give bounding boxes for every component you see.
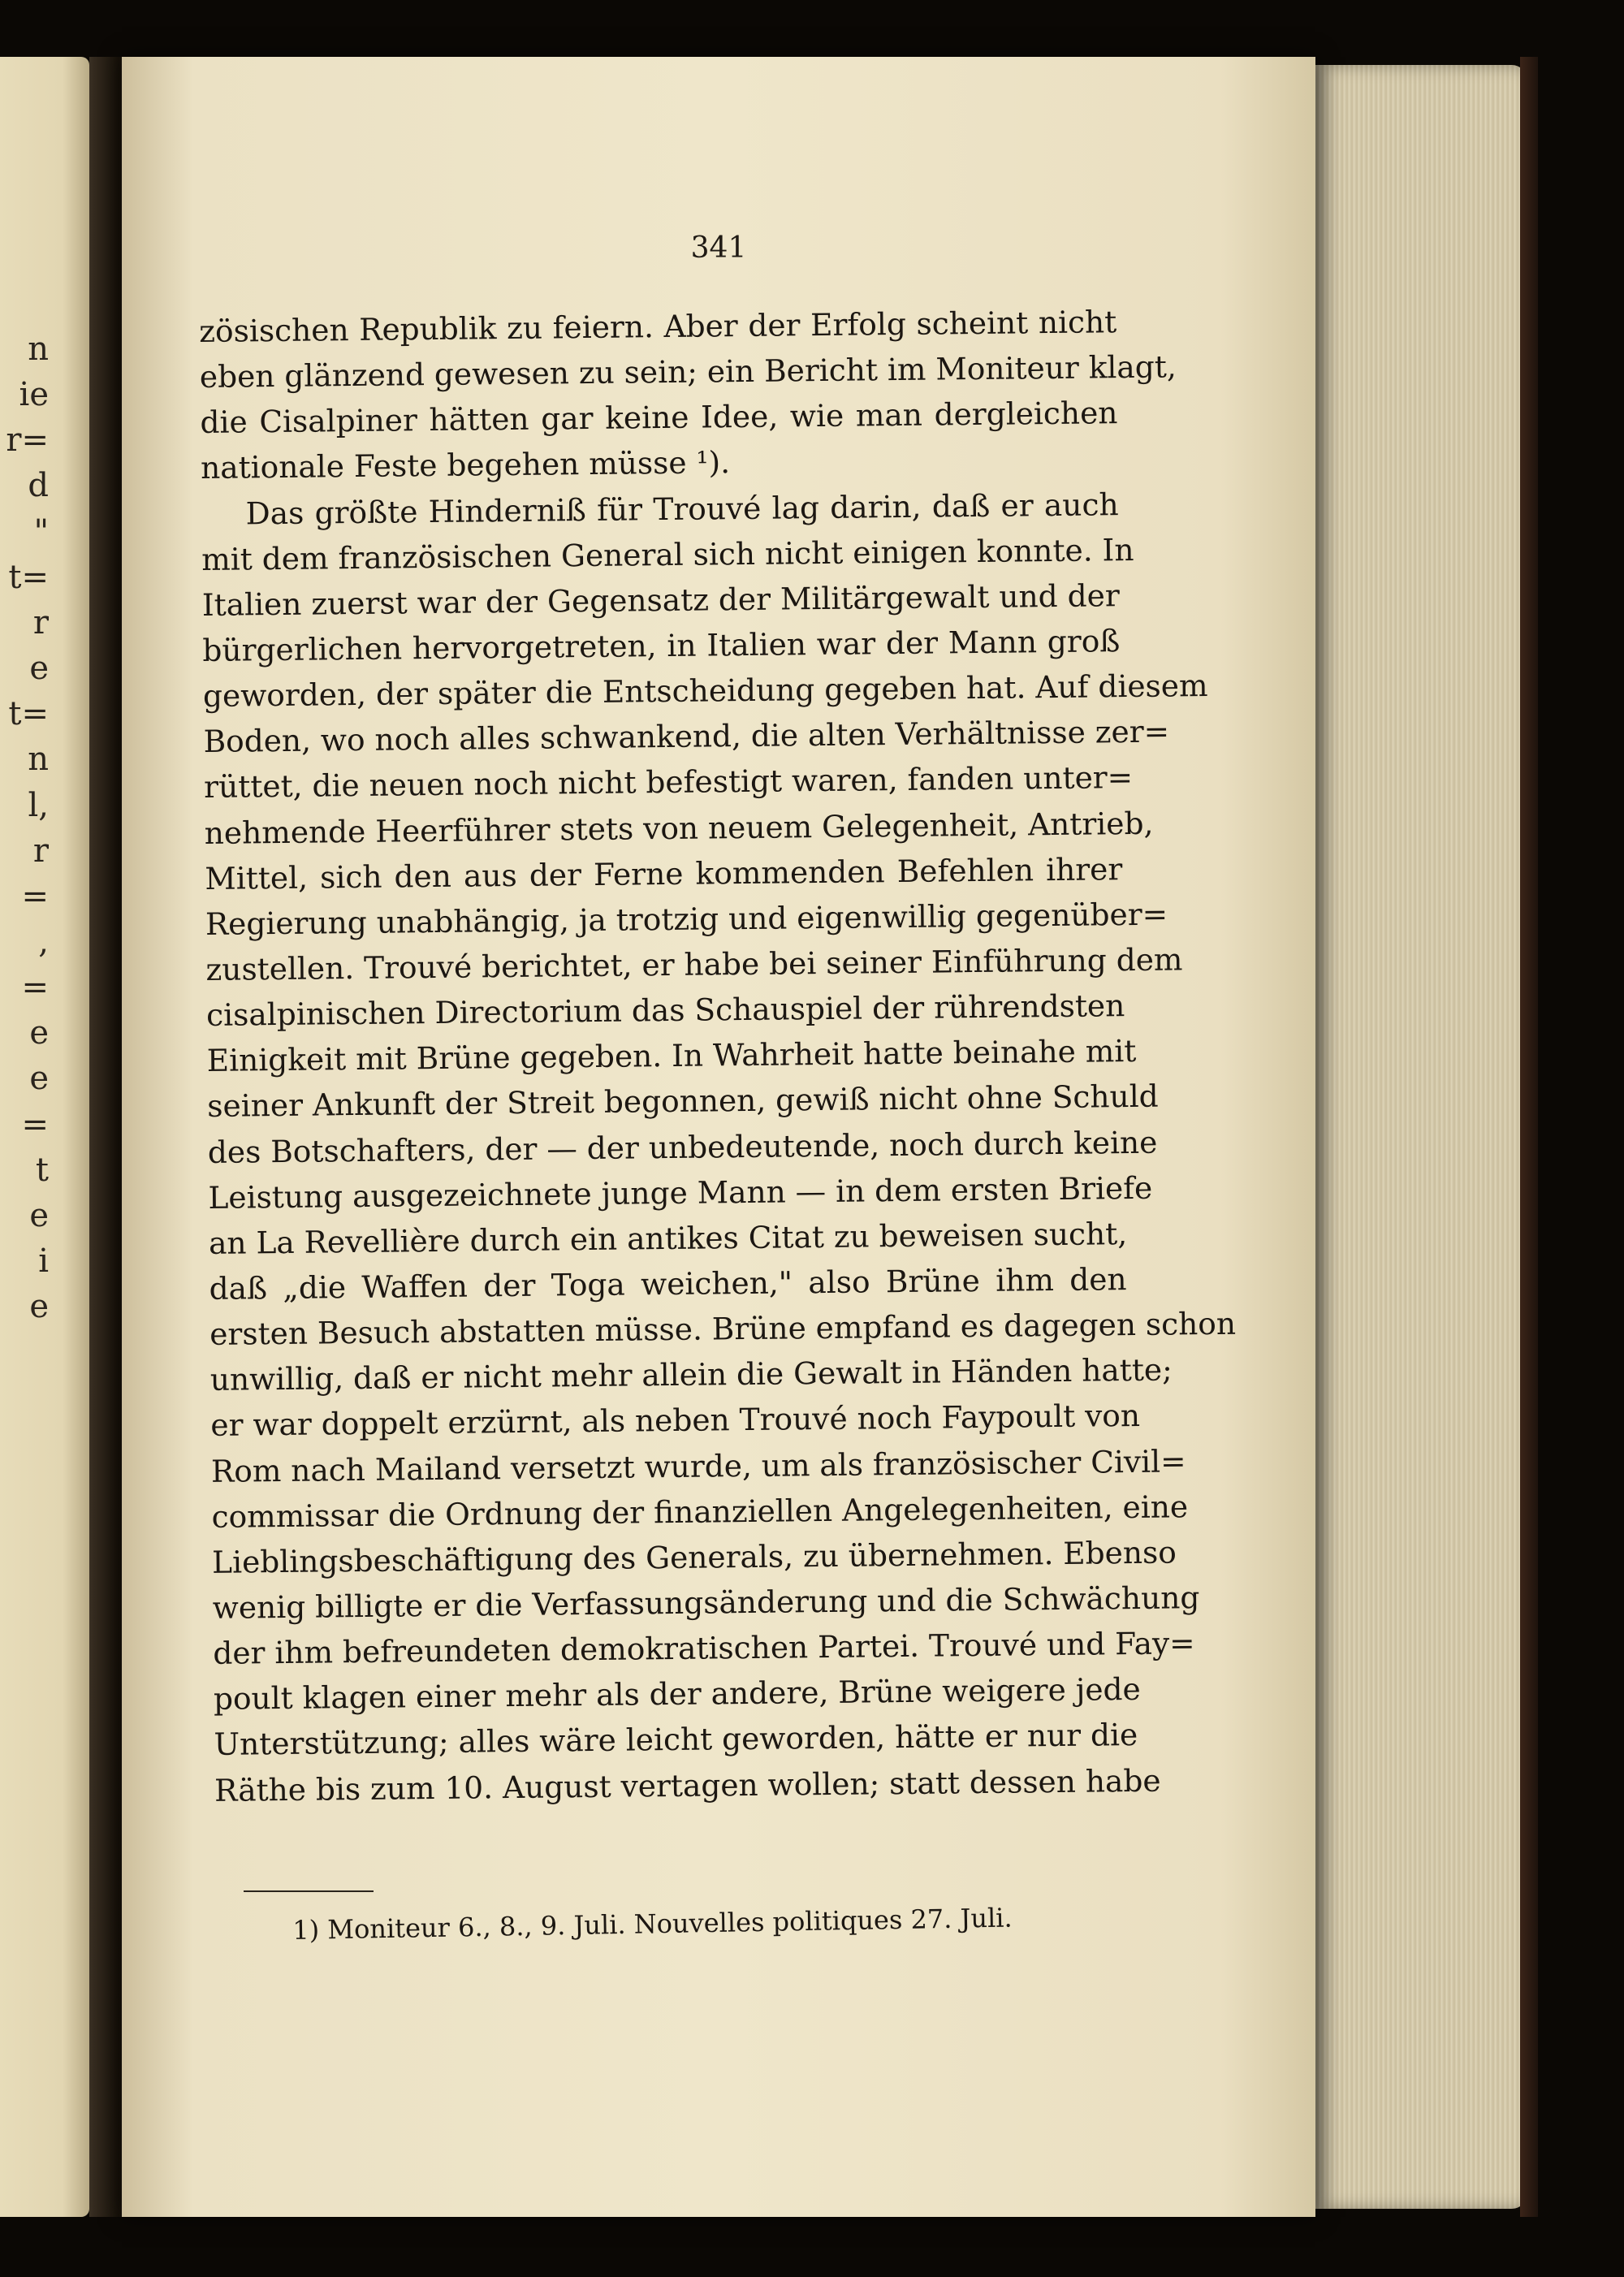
text-line: bürgerlichen hervorgetreten, in Italien war der Mann groß: [202, 623, 1121, 668]
text-line: nationale Feste begehen müsse ¹).: [200, 444, 731, 486]
text-line: ersten Besuch abstatten müsse. Brüne empfand es dagegen schon: [209, 1305, 1237, 1353]
left-page-edge: [0, 57, 89, 2217]
text-line: Lieblingsbeschäftigung des Generals, zu übernehmen. Ebenso: [211, 1534, 1177, 1580]
left-page-fragment: t=: [8, 558, 49, 596]
text-line: zösischen Republik zu feiern. Aber der Erfolg scheint nicht: [199, 304, 1117, 349]
text-line: der ihm befreundeten demokratischen Partei. Trouvé und Fay=: [213, 1625, 1195, 1671]
left-page-fragment: =: [21, 1105, 49, 1143]
left-page-fragment: e: [29, 1014, 49, 1052]
text-line: Einigkeit mit Brüne gegeben. In Wahrheit hatte beinahe mit: [206, 1033, 1137, 1079]
text-line: des Botschafters, der — der unbedeutende, noch durch keine: [207, 1124, 1158, 1170]
text-line: zustellen. Trouvé berichtet, er habe bei seiner Einführung dem: [205, 941, 1183, 987]
text-line: mit dem französischen General sich nicht einigen konnte. In: [201, 531, 1134, 577]
footnote-rule: [244, 1890, 374, 1892]
left-page-fragment: ": [33, 512, 49, 551]
text-line: Italien zuerst war der Gegensatz der Militärgewalt und der: [201, 577, 1120, 623]
text-line: Räthe bis zum 10. August vertagen wollen; statt dessen habe: [214, 1762, 1161, 1808]
text-line: eben glänzend gewesen zu sein; ein Bericht im Moniteur klagt,: [199, 348, 1177, 395]
book-page: [122, 57, 1315, 2217]
text-line: geworden, der später die Entscheidung gegeben hat. Auf diesem: [202, 668, 1208, 715]
book-cover-edge: [1520, 57, 1538, 2217]
footnote: 1) Moniteur 6., 8., 9. Juli. Nouvelles politiques 27. Juli.: [292, 1902, 1013, 1946]
page-number: 341: [690, 231, 747, 265]
text-line: Leistung ausgezeichnete junge Mann — in dem ersten Briefe: [208, 1169, 1153, 1216]
text-line: cisalpinischen Directorium das Schauspiel der rührendsten: [205, 987, 1125, 1034]
text-line: wenig billigte er die Verfassungsänderung und die Schwächung: [212, 1579, 1200, 1626]
text-line: daß „die Waffen der Toga weichen," also Brüne ihm den: [209, 1261, 1127, 1307]
left-page-fragment: t: [35, 1151, 49, 1189]
left-page-fragment: i: [38, 1242, 49, 1280]
left-page-fragment: n: [28, 331, 49, 368]
text-line: poult klagen einer mehr als der andere, Brüne weigere jede: [213, 1671, 1141, 1717]
text-line: die Cisalpiner hätten gar keine Idee, wie man dergleichen: [200, 395, 1118, 441]
left-page-fragment: l,: [28, 786, 49, 824]
text-line: commissar die Ordnung der finanziellen Angelegenheiten, eine: [211, 1488, 1189, 1535]
left-page-fragment: =: [21, 969, 49, 1007]
text-line: an La Revellière durch ein antikes Citat zu beweisen sucht,: [208, 1215, 1128, 1261]
left-page-fragment: r=: [6, 421, 49, 460]
text-line: Mittel, sich den aus der Ferne kommenden Befehlen ihrer: [205, 850, 1123, 897]
text-line: Unterstützung; alles wäre leicht geworden, hätte er nur die: [214, 1717, 1138, 1763]
left-page-fragment: t=: [8, 695, 49, 733]
text-line: er war doppelt erzürnt, als neben Trouvé noch Faypoult von: [210, 1398, 1141, 1444]
body-text: [199, 299, 1237, 1813]
text-line: unwillig, daß er nicht mehr allein die Gewalt in Händen hatte;: [209, 1351, 1173, 1398]
left-page-fragment: n: [28, 741, 49, 779]
text-line: Das größte Hinderniß für Trouvé lag darin, daß er auch: [245, 486, 1119, 531]
text-line: Rom nach Mailand versetzt wurde, um als französischer Civil=: [210, 1442, 1186, 1489]
left-page-fragment: =: [21, 877, 49, 915]
left-page-fragment: e: [29, 650, 49, 688]
left-page-fragment: r: [32, 603, 49, 642]
left-page-fragment: r: [32, 832, 49, 870]
text-line: nehmende Heerführer stets von neuem Gelegenheit, Antrieb,: [204, 805, 1154, 851]
left-page-fragment: ie: [19, 376, 49, 414]
left-page-fragment: e: [29, 1196, 49, 1234]
text-line: seiner Ankunft der Streit begonnen, gewiß nicht ohne Schuld: [207, 1078, 1159, 1125]
text-line: Regierung unabhängig, ja trotzig und eigenwillig gegenüber=: [205, 896, 1168, 942]
left-page-fragment: e: [29, 1288, 49, 1326]
left-page-fragment: ,: [38, 922, 49, 961]
left-page-fragment: e: [29, 1060, 49, 1098]
left-page-fragment: d: [28, 467, 49, 505]
text-line: rüttet, die neuen noch nicht befestigt waren, fanden unter=: [203, 759, 1134, 806]
text-line: Boden, wo noch alles schwankend, die alten Verhältnisse zer=: [203, 713, 1170, 760]
page-stack-edges: [1315, 65, 1527, 2209]
